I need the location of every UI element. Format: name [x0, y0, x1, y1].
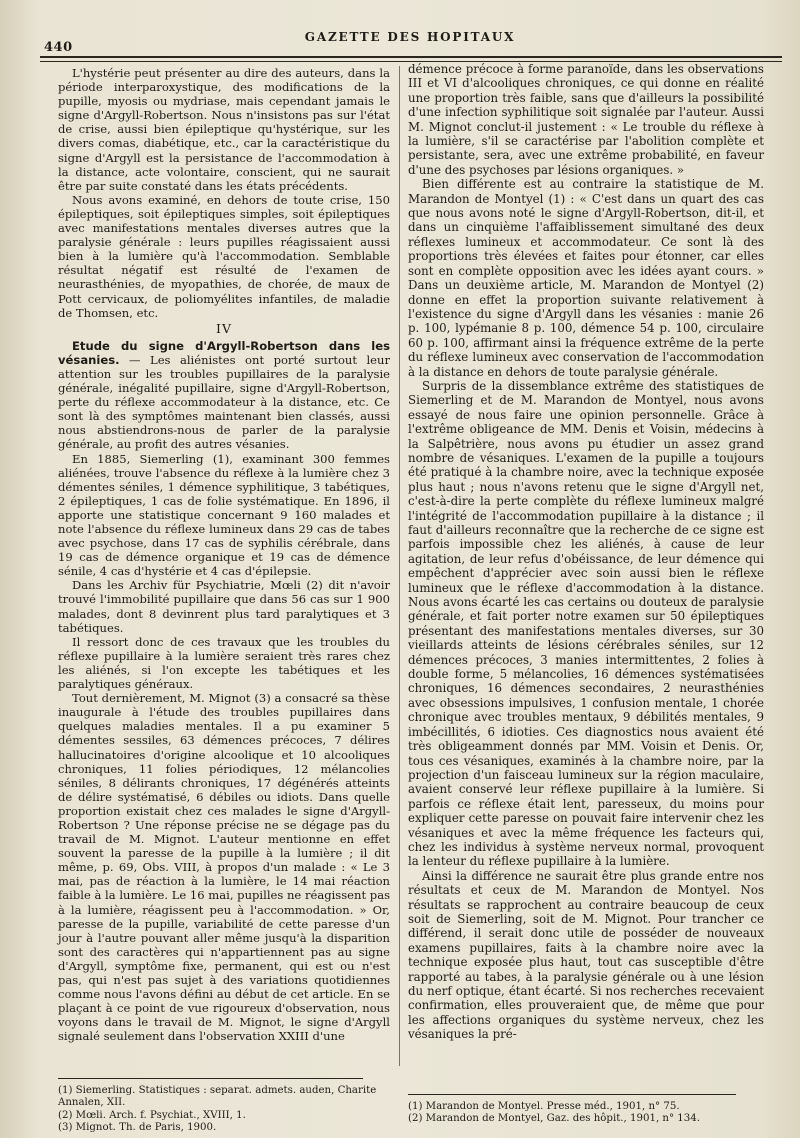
paragraph: démence précoce à forme paranoïde, dans les observations III et VI d'alcooliques chroniques, ce qui donne en réalité une proportion très faible, sans que d'ailleurs la possibilité d'une infection syphilitique soit signalée par l'auteur. Aussi M. Mignot conclut-il justement : « Le trouble du réflexe à la lumière, s'il se caractérise par l'abolition complète et persistante, sera, avec une extrême probabilité, en faveur d'une des psychoses par lésions organiques. »	[408, 62, 764, 177]
journal-title: GAZETTE DES HOPITAUX	[304, 30, 516, 44]
section-title: Etude du signe d'Argyll-Robertson dans les vésanies.	[58, 338, 390, 367]
paragraph: Dans les Archiv für Psychiatrie, Mœli (2) dit n'avoir trouvé l'immobilité pupillaire que dans 56 cas sur 1 900 malades, dont 8 devinrent plus tard paralytiques et 3 tabétiques.	[58, 578, 390, 635]
paragraph: Il ressort donc de ces travaux que les troubles du réflexe pupillaire à la lumière seraient très rares chez les aliénés, si l'on excepte les tabétiques et les paralytiques généraux.	[58, 634, 390, 692]
paragraph: Tout dernièrement, M. Mignot (3) a consacré sa thèse inaugurale à l'étude des troubles pupillaires dans quelques maladies mentales. Il a pu examiner 5 démentes sessiles, 63 démences précoces, 7 délires hallucinatoires d'origine alcoolique et 10 alcooliques chroniques, 11 folies périodiques, 12 mélancolies séniles, 8 délirants chroniques, 17 dégénérés atteints de délire systématisé, 6 débiles ou idiots. Dans quelle proportion existait chez ces malades le signe d'Argyll-Robertson ? Une réponse précise ne se dégage pas du travail de M. Mignot. L'auteur mentionne en effet souvent la paresse de la pupille à la lumière ; il dit même, p. 69, Obs. VIII, à propos d'un malade : « Le 3 mai, pas de réaction à la lumière, le 14 mai réaction faible à la lumière. Le 16 mai, pupilles ne réagissent pas à la lumière, réagissent peu à l'accommodation. » Or, paresse de la pupille, variabilité de cette paresse d'un jour à l'autre pouvant aller même jusqu'à la disparition sont des caractères qui n'appartiennent pas au signe d'Argyll, symptôme fixe, permanent, qui est ou n'est pas, qui n'est pas sujet à des variations quotidiennes comme nous l'avons défini au début de cet article. En se plaçant à ce point de vue rigoureux d'observation, nous voyons dans le travail de M. Mignot, le signe d'Argyll signalé seulement dans l'observation XXIII d'une	[58, 691, 391, 1044]
page-number: 440	[44, 40, 73, 55]
section-number: IV	[216, 320, 232, 336]
footnote: (1) Marandon de Montyel. Presse méd., 1901, n° 75.	[408, 1101, 680, 1112]
section-paragraph	[58, 339, 390, 452]
right-footnotes	[408, 1094, 764, 1126]
left-column	[58, 66, 390, 1043]
footnote: (2) Marandon de Montyel, Gaz. des hôpit., 1901, n° 134.	[408, 1113, 700, 1125]
paragraph: Surpris de la dissemblance extrême des statistiques de Siemerling et de M. Marandon de Montyel, nous avons essayé de nous faire une opinion personnelle. Grâce à l'extrême obligeance de MM. Denis et Voisin, médecins à la Salpêtrière, nous avons pu étudier un assez grand nombre de vésaniques. L'examen de la pupille a toujours été pratiqué à la chambre noire, avec la technique exposée plus haut ; nous n'avons retenu que le signe d'Argyll net, c'est-à-dire la perte complète du réflexe lumineux malgré l'intégrité de l'accommodation pupillaire à la distance ; il faut d'ailleurs reconnaître que la recherche de ce signe est parfois impossible chez les aliénés, à cause de leur agitation, de leur refus d'obéissance, de leur démence qui empêchent d'apprécier avec soin aussi bien le réflexe lumineux que le réflexe d'accommodation à la distance. Nous avons écarté les cas certains ou douteux de paralysie générale, et fait porter notre examen sur 50 épileptiques présentant des manifestations mentales diverses, sur 30 vieillards atteints de lésions cérébrales séniles, sur 12 démences précoces, 3 manies intermittentes, 2 folies à double forme, 5 mélancolies, 16 démences systématisées chroniques, 16 démences secondaires, 2 neurasthénies avec obsessions impulsives, 1 confusion mentale, 1 chorée chronique avec troubles mentaux, 9 débilités mentales, 9 imbécillités, 6 idioties. Ces diagnostics nous avaient été très obligeamment donnés par MM. Voisin et Denis. Or, tous ces vésaniques, examinés à la chambre noire, par la projection d'un faisceau lumineux sur la région maculaire, avaient conservé leur réflexe pupillaire à la lumière. Si parfois ce réflexe était lent, paresseux, du moins pour expliquer cette paresse on pouvait faire intervenir chez les vésaniques et avec la même fréquence les facteurs qui, chez les individus à système nerveux normal, provoquent la lenteur du réflexe pupillaire à la lumière.	[408, 378, 764, 869]
footnote: (1) Siemerling. Statistiques : separat. admets. auden, Charite Annalen, XII.	[58, 1085, 377, 1109]
paragraph: En 1885, Siemerling (1), examinant 300 femmes aliénées, trouve l'absence du réflexe à la lumière chez 3 démentes séniles, 1 démence syphilitique, 3 tabétiques, 2 épileptiques, 1 cas de folie systématique. En 1896, il apporte une statistique concernant 9 160 malades et note l'absence du réflexe lumineux dans 29 cas de tabes avec psychose, dans 17 cas de syphilis cérébrale, dans 19 cas de démence organique et 19 cas de démence sénile, 4 cas d'hystérie et 4 cas d'épilepsie.	[58, 451, 390, 579]
right-column	[408, 62, 764, 1042]
footnote: (3) Mignot. Th. de Paris, 1900.	[58, 1122, 217, 1134]
page-header	[40, 28, 780, 54]
column-divider	[399, 66, 400, 1066]
section-text: — Les aliénistes ont porté surtout leur attention sur les troubles pupillaires de la paralysie générale, inégalité pupillaire, signe d'Argyll-Robertson, perte du réflexe accommodateur à la distance, etc. Ce sont là des symptômes maintenant bien classés, aussi nous abstiendrons-nous de parler de la paralysie générale, au profit des autres vésanies.	[58, 352, 390, 452]
paragraph: Ainsi la différence ne saurait être plus grande entre nos résultats et ceux de M. Marandon de Montyel. Nos résultats se rapprochent au contraire beaucoup de ceux soit de Siemerling, soit de M. Mignot. Pour trancher ce différend, il serait donc utile de posséder de nouveaux examens pupillaires, faits à la chambre noire avec la technique exposée plus haut, tout cas susceptible d'être rapporté au tabes, à la paralysie générale ou à une lésion du nerf optique, étant écarté. Si nos recherches recevaient confirmation, elles prouveraient que, de même que pour les affections organiques du système nerveux, chez les vésaniques la pré-	[408, 868, 764, 1042]
footnote-rule	[58, 1078, 363, 1079]
footnote: (2) Mœli. Arch. f. Psychiat., XVIII, 1.	[58, 1109, 246, 1121]
paragraph: L'hystérie peut présenter au dire des auteurs, dans la période interparoxystique, des modifications de la pupille, myosis ou mydriase, mais cependant jamais le signe d'Argyll-Robertson. Nous n'insistons pas sur l'état de crise, aussi bien épileptique qu'hystérique, sur les divers comas, diabétique, etc., car la caractéristique du signe d'Argyll est la persistance de l'accommodation à la distance, acte volontaire, conscient, qui ne saurait être par suite constaté dans les états précédents.	[58, 66, 390, 193]
paragraph: Nous avons examiné, en dehors de toute crise, 150 épileptiques, soit épileptiques simples, soit épileptiques avec manifestations mentales diverses autres que la paralysie générale : leurs pupilles réagissaient aussi bien à la lumière qu'à l'accommodation. Semblable résultat négatif est résulté de l'examen de neurasthénies, de myopathies, de chorée, de maux de Pott cervicaux, de poliomyélites infantiles, de maladie de Thomsen, etc.	[58, 192, 390, 320]
paragraph: Bien différente est au contraire la statistique de M. Marandon de Montyel (1) : « C'est dans un quart des cas que nous avons noté le signe d'Argyll-Robertson, dit-il, et dans un cinquième l'affaiblissement simultané des deux réflexes lumineux et accommodateur. Ce sont là des proportions très élevées et faites pour étonner, car elles sont en complète opposition avec les idées ayant cours. » Dans un deuxième article, M. Marandon de Montyel (2) donne en effet la proportion suivante relativement à l'existence du signe d'Argyll dans les vésanies : manie 26 p. 100, lypémanie 8 p. 100, démence 54 p. 100, circulaire 60 p. 100, affirmant ainsi la fréquence extrême de la perte du réflexe lumineux avec conservation de l'accommodation à la distance en dehors de toute paralysie générale.	[408, 177, 764, 379]
left-footnotes	[58, 1078, 390, 1135]
footnote-rule	[408, 1094, 736, 1095]
